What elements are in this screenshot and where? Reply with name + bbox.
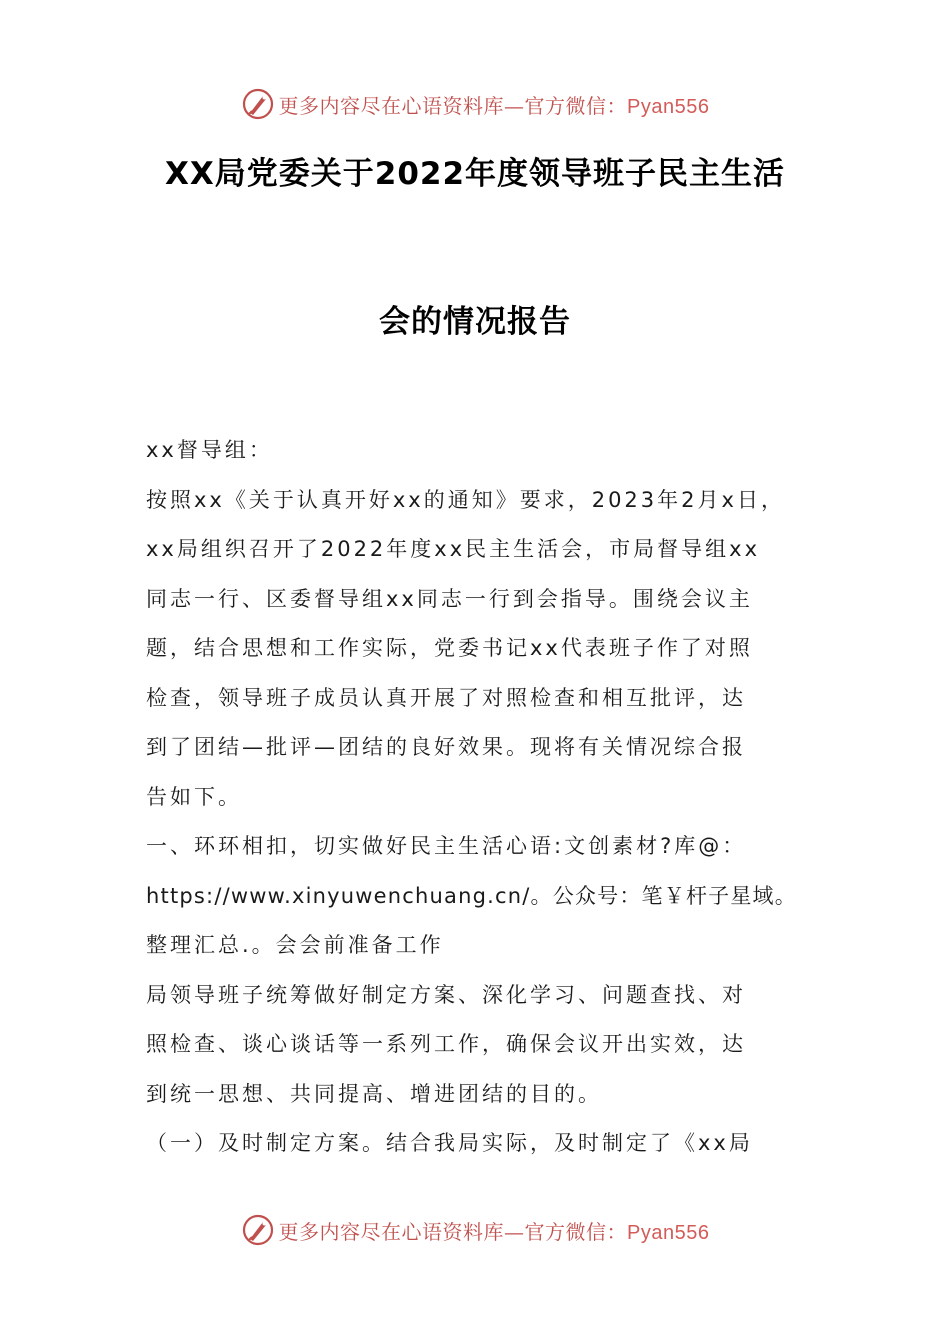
body-line: （一）及时制定方案。结合我局实际，及时制定了《xx局 [146, 1131, 753, 1155]
body-line: 同志一行、区委督导组xx同志一行到会指导。围绕会议主 [146, 586, 753, 611]
body-line: 到统一思想、共同提高、增进团结的目的。 [146, 1081, 602, 1106]
watermark-label: 更多内容尽在心语资料库—官方微信： [278, 93, 628, 118]
quill-pen-logo-icon [241, 1213, 275, 1247]
watermark-text [279, 90, 710, 119]
footer-watermark [0, 1210, 950, 1250]
header-watermark [0, 84, 950, 124]
body-line: 检查，领导班子成员认真开展了对照检查和相互批评，达 [146, 685, 746, 710]
body-line: 题，结合思想和工作实际，党委书记xx代表班子作了对照 [146, 636, 753, 660]
document-body [146, 426, 816, 1169]
body-line: 整理汇总.。会会前准备工作 [146, 933, 444, 957]
watermark-label: 更多内容尽在心语资料库—官方微信： [278, 1219, 628, 1244]
body-line: 告如下。 [146, 784, 242, 809]
watermark-id: Pyan556 [627, 1221, 710, 1244]
body-line: 局领导班子统筹做好制定方案、深化学习、问题查找、对 [146, 982, 746, 1007]
body-line: xx局组织召开了2022年度xx民主生活会，市局督导组xx [146, 537, 761, 561]
watermark-id: Pyan556 [627, 95, 710, 118]
document-title-line-2: 会的情况报告 [379, 304, 571, 340]
body-line: 按照xx《关于认真开好xx的通知》要求，2023年2月x日， [146, 487, 785, 512]
watermark-text [279, 1216, 710, 1245]
body-line: xx督导组： [146, 438, 273, 462]
document-title-line-1: XX局党委关于2022年度领导班子民主生活 [164, 156, 786, 192]
quill-pen-logo-icon [241, 87, 275, 121]
body-line: 照检查、谈心谈话等一系列工作，确保会议开出实效，达 [146, 1032, 746, 1056]
body-line: 一、环环相扣，切实做好民主生活心语:文创素材?库@： [146, 834, 747, 858]
body-line: 到了团结—批评—团结的良好效果。现将有关情况综合报 [146, 735, 746, 759]
body-line: https://www.xinyuwenchuang.cn/。公众号：笔￥杆子星域。 [146, 883, 797, 908]
